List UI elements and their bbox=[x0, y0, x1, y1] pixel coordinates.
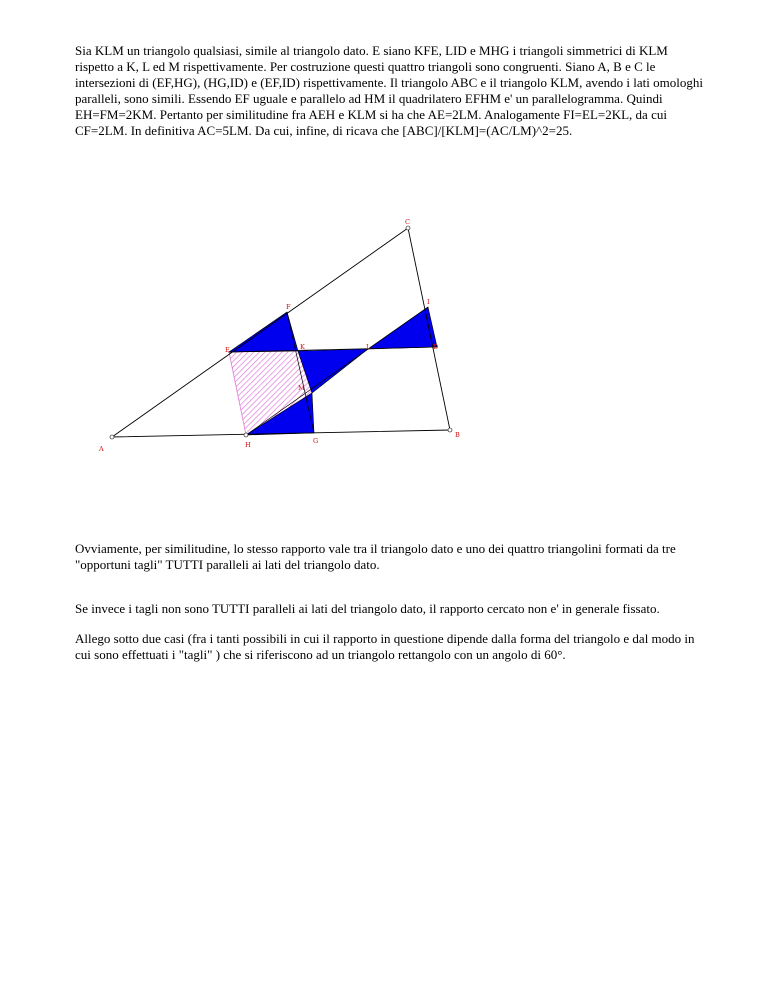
label-a: A bbox=[99, 445, 104, 453]
label-g: G bbox=[313, 437, 319, 445]
triangle-lid bbox=[368, 307, 437, 349]
label-l: L bbox=[366, 343, 371, 351]
label-c: C bbox=[405, 218, 410, 226]
attached-cases-paragraph: Allego sotto due casi (fra i tanti possibili in cui il rapporto in questione dipende dalla forma del triangolo e dal modo in cui sono effettuati i "tagli" ) che si riferiscono ad un triangolo rettangolo con un angolo di 60°. bbox=[75, 631, 695, 662]
intro-paragraph: Sia KLM un triangolo qualsiasi, simile al triangolo dato. E siano KFE, LID e MHG i triangoli simmetrici di KLM rispetto a K, L ed M rispettivamente. Per costruzione questi quattro triangoli sono congruenti. Siano A, B e C le intersezioni di (EF,HG), (HG,ID) e (EF,ID) rispettivamente. Il triangolo ABC e il triangolo KLM, avendo i lati omologhi paralleli, sono simili. Essendo EF uguale e parallelo ad HM il quadrilatero EFHM e' un parallelogramma. Quindi EH=FM=2KM. Pertanto per similitudine fra AEH e KLM si ha che AE=2LM. Analogamente FI=EL=2KL, da cui CF=2LM. In definitiva AC=5LM. Da cui, infine, di ricava che [ABC]/[KLM]=(AC/LM)^2=25. bbox=[75, 43, 703, 138]
label-b: B bbox=[455, 431, 460, 439]
label-h: H bbox=[245, 441, 251, 449]
label-i: I bbox=[427, 298, 430, 306]
triangle-kfe bbox=[229, 312, 298, 352]
label-m: M bbox=[298, 384, 305, 392]
label-d: D bbox=[433, 343, 439, 351]
similitude-paragraph: Ovviamente, per similitudine, lo stesso rapporto vale tra il triangolo dato e uno dei quattro triangolini formati da tre "opportuni tagli" TUTTI paralleli ai lati del triangolo dato. bbox=[75, 541, 676, 572]
label-e: E bbox=[225, 346, 230, 354]
non-parallel-paragraph: Se invece i tagli non sono TUTTI paralleli ai lati del triangolo dato, il rapporto cercato non e' in generale fissato. bbox=[75, 601, 660, 616]
geometry-figure bbox=[95, 212, 475, 462]
label-f: F bbox=[286, 303, 291, 311]
label-k: K bbox=[300, 343, 305, 351]
